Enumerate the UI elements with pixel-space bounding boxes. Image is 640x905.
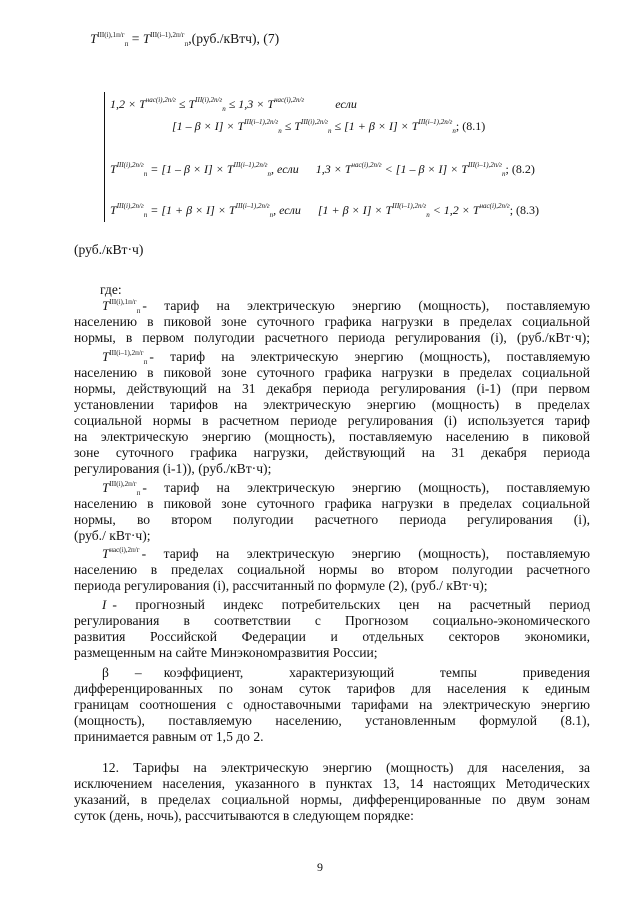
- definition-2-line: на электрическую энергию (мощность), поставляемую населению в пиковой: [74, 429, 590, 444]
- page-number: 9: [317, 860, 323, 874]
- definition-6-last-line: принимается равным от 1,5 до 2.: [74, 729, 264, 744]
- definition-1-line: населению в пиковой зоне суточного графика нагрузки в пределах социальной: [74, 314, 590, 329]
- definition-5-first-line: I - прогнозный индекс потребительских цен на расчетный период: [102, 597, 590, 612]
- definition-2-last-line: регулирования (i-1)), (руб./кВт·ч);: [74, 461, 272, 476]
- definition-6-line: границам соотношения с одноставочными тарифами на электрическую энергию: [74, 697, 590, 712]
- definition-3-first-line: $T^{III(i),2п/г}_п$ - тариф на электрическую энергию (мощность), поставляемую: [102, 480, 590, 497]
- definition-5-last-line: размещенным на сайте Минэкономразвития России;: [74, 645, 378, 660]
- unit-label: (руб./кВт·ч): [74, 242, 144, 257]
- definition-6-line: (мощность), поставляемую населению, установленным формулой (8.1),: [74, 713, 590, 728]
- formula-8-1: $[1 - \beta \times I] \times T^{III(i-1),2п/г}_п \le T^{III(i),2п/г}_п \le [1 + \beta \times I] \times T^{III(i-1),2п/г}_п$; (8.1): [172, 118, 486, 135]
- definition-6-first-line: β – коэффициент, характеризующий темпы приведения: [102, 665, 590, 680]
- definition-4-line: населению в пределах социальной нормы во втором полугодии расчетного: [74, 562, 590, 577]
- definition-2-first-line: $T^{III(i-1),2п/г}_п$ - тариф на электрическую энергию (мощность), поставляемую: [102, 349, 590, 366]
- definition-2-line: социальной нормы в расчетном периоде регулирования (i) используется тариф: [74, 413, 590, 428]
- formula-8-2: $T^{III(i),2п/г}_п = [1 - \beta \times I] \times T^{III(i-1),2п/г}_п$, если $1,3 \times T^{нас(i),2п/г} < [1 - \beta \times I] \times T^{III(i-1),2п/г}_п$; (8.2): [110, 161, 535, 178]
- definition-2-line: населению в пиковой зоне суточного графика нагрузки в пределах социальной: [74, 365, 590, 380]
- paragraph-12-line: указаний, в пределах социальной нормы, дифференцированные по двум зонам: [74, 792, 590, 807]
- definition-4-first-line: $T^{нас(i),2п/г}$ - тариф на электрическую энергию (мощность), поставляемую: [102, 546, 590, 561]
- definition-2-line: нормы, действующий на 31 декабря периода регулирования (i-1) (при первом: [74, 381, 590, 396]
- paragraph-12-line: исключением населения, указанного в пунктах 13, 14 настоящих Методических: [74, 776, 590, 791]
- definition-3-line: населению в пиковой зоне суточного графика нагрузки в пределах социальной: [74, 496, 590, 511]
- definition-3-line: нормы, во втором полугодии расчетного периода регулирования (i),: [74, 512, 590, 527]
- where-label: где:: [100, 282, 122, 297]
- definition-5-line: развития Российской Федерации и отдельных секторов экономики,: [74, 629, 590, 644]
- formula-8-3: $T^{III(i),2п/г}_п = [1 + \beta \times I] \times T^{III(i-1),2п/г}_п$, если $[1 + \beta \times I] \times T^{III(i-1),2п/г}_п < 1,2 \times T^{нас(i),2п/г}$; (8.3): [110, 202, 540, 219]
- paragraph-12-line: 12. Тарифы на электрическую энергию (мощность) для населения, за: [102, 760, 590, 775]
- formula-7: $T^{III(i),1п/г}_п$ = $T^{III(i-1),2п/г}_п,(руб./кВтч)$, (7): [90, 31, 280, 48]
- formula-8-1-condition: $1,2 \times T^{нас(i),2п/г} \le T^{III(i),2п/г}_п \le 1,3 \times T^{нас(i),2п/г}$ если: [110, 96, 357, 113]
- definition-1-line: нормы, в первом полугодии расчетного периода регулирования (i), (руб./кВт·ч);: [74, 330, 590, 345]
- definition-5-line: регулирования в соответствии с Прогнозом социально-экономического: [74, 613, 590, 628]
- definition-4-last-line: периода регулирования (i), рассчитанный по формуле (2), (руб./ кВт·ч);: [74, 578, 488, 593]
- definition-2-line: установлении тарифов на электрическую энергию (мощность) в пределах: [74, 397, 590, 412]
- definition-2-line: зоне суточного графика нагрузки, действующий на 31 декабря периода: [74, 445, 590, 460]
- definition-1-first-line: $T^{III(i),1п/г}_п$ - тариф на электрическую энергию (мощность), поставляемую: [102, 298, 590, 315]
- definition-6-line: дифференцированных по зонам суток тарифов для населения к единым: [74, 681, 590, 696]
- system-brace: [104, 92, 105, 222]
- definition-3-last-line: (руб./ кВт·ч);: [74, 528, 151, 543]
- paragraph-12-last-line: суток (день, ночь), рассчитываются в следующем порядке:: [74, 808, 414, 823]
